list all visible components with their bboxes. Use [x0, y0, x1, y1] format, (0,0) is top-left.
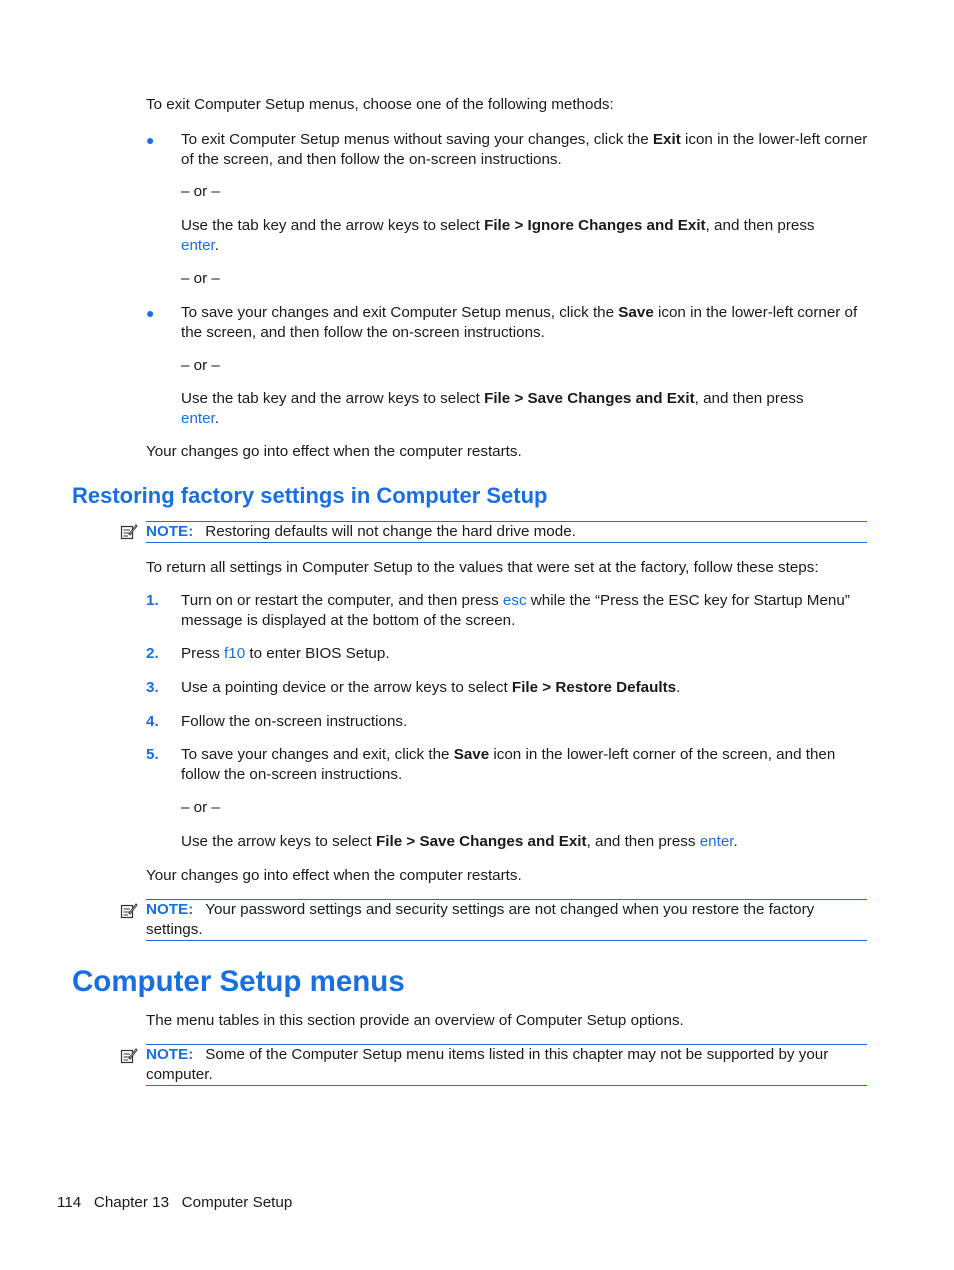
enter-key-link[interactable]: enter [181, 410, 215, 427]
or-separator: – or – [181, 357, 220, 374]
text: icon in the lower-left corner of the screen, and then follow the on-screen instructions. [181, 131, 868, 168]
enter-key-link[interactable]: enter [699, 833, 734, 850]
save-label: Save [618, 304, 654, 321]
step-number: 4. [146, 713, 159, 730]
text: icon in the lower-left corner of the screen, and then follow the on-screen instructions. [181, 304, 858, 341]
bullet-icon: ● [146, 305, 155, 321]
or-separator: – or – [181, 799, 220, 816]
text: Turn on or restart the computer, and then press [181, 592, 503, 609]
menu-path: File > Restore Defaults [511, 679, 677, 696]
note-label: NOTE: [146, 901, 194, 918]
step-3 [181, 678, 869, 698]
section-heading: Restoring factory settings in Computer Setup [72, 483, 548, 508]
main-heading: Computer Setup menus [72, 965, 405, 998]
exit-bullet-2 [181, 303, 869, 343]
note-box [146, 1044, 867, 1086]
text: Use the arrow keys to select [181, 833, 376, 850]
text: To save your changes and exit Computer Setup menus, click the [181, 304, 619, 321]
exit-bullet-1-alt [181, 216, 869, 256]
exit-bullet-1 [181, 130, 869, 170]
note-icon [120, 902, 138, 926]
menu-path: File > Save Changes and Exit [375, 833, 587, 850]
return-text: To return all settings in Computer Setup to the values that were set at the factory, follow these steps: [146, 559, 819, 576]
note-box [146, 521, 867, 543]
note-label: NOTE: [146, 523, 194, 540]
text: To exit Computer Setup menus without saving your changes, click the [181, 131, 653, 148]
text: . [214, 237, 220, 254]
step-5 [181, 745, 869, 785]
step-5-alt [181, 832, 869, 852]
exit-label: Exit [652, 131, 681, 148]
text: . [214, 410, 220, 427]
effect-text: Your changes go into effect when the computer restarts. [146, 867, 522, 884]
exit-bullet-2-alt [181, 389, 869, 429]
page-footer: 114 Chapter 13 Computer Setup [57, 1194, 293, 1211]
enter-key-link[interactable]: enter [181, 237, 215, 254]
note-text: Your password settings and security settings are not changed when you restore the factory settings. [146, 901, 815, 938]
step-number: 5. [146, 746, 159, 763]
text: Use the tab key and the arrow keys to select [181, 217, 485, 234]
f10-key-link[interactable]: f10 [224, 645, 246, 662]
menu-path: File > Save Changes and Exit [484, 390, 695, 407]
or-separator: – or – [181, 183, 220, 200]
text: Use the tab key and the arrow keys to select [181, 390, 485, 407]
step-number: 3. [146, 679, 159, 696]
text: to enter BIOS Setup. [245, 645, 390, 662]
text: . [676, 679, 681, 696]
note-icon [120, 1047, 138, 1071]
step-2 [181, 644, 869, 664]
step-1 [181, 591, 869, 631]
text: , and then press [694, 390, 804, 407]
text: , and then press [705, 217, 815, 234]
step-number: 1. [146, 592, 159, 609]
esc-key-link[interactable]: esc [502, 592, 527, 609]
intro-text: To exit Computer Setup menus, choose one of the following methods: [146, 96, 614, 113]
note-box [146, 899, 867, 941]
menu-intro-text: The menu tables in this section provide an overview of Computer Setup options. [146, 1012, 684, 1029]
menu-path: File > Ignore Changes and Exit [484, 217, 706, 234]
bullet-icon: ● [146, 132, 155, 148]
text: To save your changes and exit, click the [181, 746, 454, 763]
step-number: 2. [146, 645, 159, 662]
save-label: Save [453, 746, 490, 763]
text: , and then press [586, 833, 700, 850]
text: Use a pointing device or the arrow keys to select [181, 679, 512, 696]
step-4: Follow the on-screen instructions. [181, 713, 408, 730]
text: . [733, 833, 738, 850]
note-text: Some of the Computer Setup menu items listed in this chapter may not be supported by your computer. [146, 1046, 829, 1083]
text: icon in the lower-left corner of the screen, and then follow the on-screen instructions. [181, 746, 836, 783]
text: while the “Press the ESC key for Startup Menu” message is displayed at the bottom of the screen. [181, 592, 850, 629]
note-text: Restoring defaults will not change the hard drive mode. [205, 523, 576, 540]
or-separator: – or – [181, 270, 220, 287]
effect-text: Your changes go into effect when the computer restarts. [146, 443, 522, 460]
note-label: NOTE: [146, 1046, 194, 1063]
note-icon [120, 523, 138, 547]
text: Press [181, 645, 225, 662]
